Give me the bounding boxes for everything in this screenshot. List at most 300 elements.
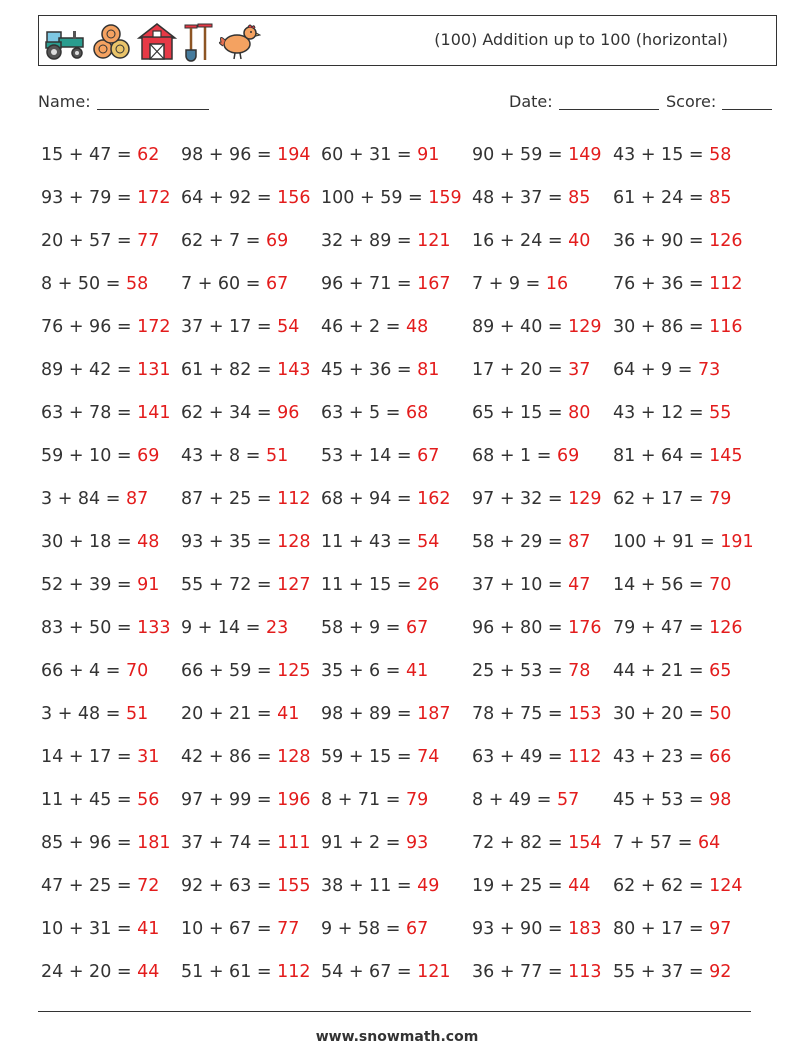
problem-answer: 79	[709, 489, 732, 509]
problem-answer: 92	[709, 962, 732, 982]
problem-question: 60 + 31 =	[321, 145, 418, 165]
problem-answer: 183	[568, 919, 602, 939]
problem-answer: 80	[568, 403, 591, 423]
problem-answer: 111	[277, 833, 311, 853]
problem-answer: 141	[137, 403, 171, 423]
problem-question: 11 + 45 =	[41, 790, 138, 810]
problem-item	[472, 564, 613, 607]
problem-item	[613, 607, 761, 650]
problem-answer: 93	[405, 833, 429, 853]
problem-answer: 72	[137, 876, 160, 896]
problem-item	[181, 349, 321, 392]
problem-item	[472, 220, 613, 263]
problem-answer: 87	[568, 532, 591, 552]
problem-question: 62 + 62 =	[613, 876, 710, 896]
problem-item	[321, 478, 472, 521]
problem-question: 87 + 25 =	[181, 489, 278, 509]
problem-item	[321, 306, 472, 349]
problem-item	[41, 822, 181, 865]
problem-item	[41, 263, 181, 306]
problem-answer: 121	[417, 962, 451, 982]
problem-answer: 143	[277, 360, 311, 380]
problem-item	[613, 435, 761, 478]
problem-question: 52 + 39 =	[41, 575, 138, 595]
problem-item	[321, 220, 472, 263]
problem-item	[41, 521, 181, 564]
problem-answer: 41	[405, 661, 429, 681]
problem-question: 8 + 71 =	[321, 790, 406, 810]
problem-answer: 23	[265, 618, 289, 638]
problem-item	[41, 392, 181, 435]
problem-answer: 194	[277, 145, 311, 165]
problem-item	[472, 822, 613, 865]
problem-answer: 55	[709, 403, 732, 423]
problem-item	[321, 134, 472, 177]
problem-answer: 167	[417, 274, 451, 294]
problem-answer: 67	[417, 446, 440, 466]
problem-answer: 67	[265, 274, 289, 294]
problem-item	[472, 951, 613, 994]
problem-item	[41, 779, 181, 822]
problem-question: 64 + 92 =	[181, 188, 278, 208]
date-field[interactable]	[509, 92, 659, 111]
problem-answer: 69	[265, 231, 289, 251]
problem-item	[41, 349, 181, 392]
problem-answer: 125	[277, 661, 311, 681]
problem-question: 10 + 31 =	[41, 919, 138, 939]
header-icons	[43, 20, 261, 62]
worksheet-header	[38, 15, 777, 66]
problem-item	[613, 134, 761, 177]
problem-item	[613, 736, 761, 779]
problem-question: 58 + 9 =	[321, 618, 406, 638]
problem-item	[321, 392, 472, 435]
problem-question: 44 + 21 =	[613, 661, 710, 681]
problem-item	[181, 263, 321, 306]
problem-item	[181, 220, 321, 263]
problem-answer: 26	[417, 575, 440, 595]
problem-item	[613, 392, 761, 435]
problem-question: 66 + 4 =	[41, 661, 126, 681]
problem-item	[613, 478, 761, 521]
problem-item	[472, 865, 613, 908]
problem-question: 89 + 42 =	[41, 360, 138, 380]
problem-answer: 126	[709, 231, 743, 251]
problem-question: 37 + 74 =	[181, 833, 278, 853]
problem-item	[321, 736, 472, 779]
problem-answer: 56	[137, 790, 160, 810]
problem-item	[613, 865, 761, 908]
problem-item	[181, 693, 321, 736]
problem-item	[613, 822, 761, 865]
problem-answer: 51	[125, 704, 149, 724]
problem-answer: 73	[697, 360, 721, 380]
problem-answer: 41	[277, 704, 300, 724]
problem-answer: 172	[137, 317, 171, 337]
problem-item	[472, 435, 613, 478]
problem-answer: 40	[568, 231, 591, 251]
problem-question: 96 + 80 =	[472, 618, 569, 638]
problem-question: 63 + 49 =	[472, 747, 569, 767]
problem-question: 8 + 50 =	[41, 274, 126, 294]
problem-answer: 159	[428, 188, 462, 208]
problem-question: 43 + 15 =	[613, 145, 710, 165]
problem-question: 76 + 96 =	[41, 317, 138, 337]
problem-answer: 116	[709, 317, 743, 337]
problem-question: 72 + 82 =	[472, 833, 569, 853]
problem-question: 81 + 64 =	[613, 446, 710, 466]
problem-item	[41, 564, 181, 607]
problem-question: 30 + 18 =	[41, 532, 138, 552]
problem-question: 68 + 1 =	[472, 446, 557, 466]
problem-answer: 112	[709, 274, 743, 294]
problem-item	[472, 177, 613, 220]
date-blank	[559, 93, 659, 110]
problem-answer: 133	[137, 618, 171, 638]
problem-question: 93 + 35 =	[181, 532, 278, 552]
problem-item	[613, 521, 761, 564]
problem-question: 14 + 56 =	[613, 575, 710, 595]
problem-question: 78 + 75 =	[472, 704, 569, 724]
problem-question: 76 + 36 =	[613, 274, 710, 294]
problem-question: 53 + 14 =	[321, 446, 418, 466]
problem-item	[41, 693, 181, 736]
problem-item	[472, 607, 613, 650]
problem-question: 32 + 89 =	[321, 231, 418, 251]
problem-question: 61 + 82 =	[181, 360, 278, 380]
problem-question: 11 + 15 =	[321, 575, 418, 595]
problem-question: 37 + 10 =	[472, 575, 569, 595]
problem-item	[181, 779, 321, 822]
problem-item	[472, 693, 613, 736]
problem-item	[41, 951, 181, 994]
problem-question: 42 + 86 =	[181, 747, 278, 767]
problem-item	[321, 349, 472, 392]
problem-answer: 57	[556, 790, 580, 810]
date-label: Date:	[509, 92, 553, 111]
problem-item	[613, 693, 761, 736]
problem-question: 97 + 32 =	[472, 489, 569, 509]
problem-answer: 62	[137, 145, 160, 165]
problem-question: 9 + 58 =	[321, 919, 406, 939]
problem-question: 45 + 36 =	[321, 360, 418, 380]
problem-answer: 48	[137, 532, 160, 552]
problem-question: 59 + 15 =	[321, 747, 418, 767]
problem-item	[472, 263, 613, 306]
problem-question: 15 + 47 =	[41, 145, 138, 165]
problem-answer: 124	[709, 876, 743, 896]
problem-question: 59 + 10 =	[41, 446, 138, 466]
problem-answer: 85	[568, 188, 591, 208]
problem-question: 20 + 57 =	[41, 231, 138, 251]
problem-answer: 91	[137, 575, 160, 595]
problem-answer: 58	[709, 145, 732, 165]
problem-question: 68 + 94 =	[321, 489, 418, 509]
problem-answer: 162	[417, 489, 451, 509]
problem-answer: 67	[405, 919, 429, 939]
problem-answer: 154	[568, 833, 602, 853]
problem-answer: 126	[709, 618, 743, 638]
problem-question: 64 + 9 =	[613, 360, 698, 380]
problem-question: 7 + 9 =	[472, 274, 546, 294]
problem-grid	[41, 134, 761, 994]
problem-answer: 77	[277, 919, 300, 939]
problem-item	[613, 908, 761, 951]
problem-answer: 131	[137, 360, 171, 380]
problem-question: 43 + 23 =	[613, 747, 710, 767]
problem-item	[613, 177, 761, 220]
problem-answer: 85	[709, 188, 732, 208]
problem-question: 37 + 17 =	[181, 317, 278, 337]
problem-question: 98 + 89 =	[321, 704, 418, 724]
problem-answer: 176	[568, 618, 602, 638]
problem-item	[321, 435, 472, 478]
problem-item	[321, 822, 472, 865]
problem-item	[181, 478, 321, 521]
problem-answer: 112	[277, 962, 311, 982]
problem-question: 97 + 99 =	[181, 790, 278, 810]
problem-answer: 128	[277, 532, 311, 552]
problem-answer: 58	[125, 274, 149, 294]
problem-item	[472, 908, 613, 951]
problem-answer: 65	[709, 661, 732, 681]
problem-answer: 96	[277, 403, 300, 423]
problem-question: 79 + 47 =	[613, 618, 710, 638]
problem-item	[181, 306, 321, 349]
problem-answer: 145	[709, 446, 743, 466]
problem-question: 19 + 25 =	[472, 876, 569, 896]
problem-question: 3 + 84 =	[41, 489, 126, 509]
problem-item	[321, 951, 472, 994]
problem-item	[472, 306, 613, 349]
problem-item	[181, 736, 321, 779]
problem-question: 36 + 90 =	[613, 231, 710, 251]
problem-question: 35 + 6 =	[321, 661, 406, 681]
problem-question: 83 + 50 =	[41, 618, 138, 638]
problem-answer: 153	[568, 704, 602, 724]
score-label: Score:	[666, 92, 717, 111]
problem-question: 7 + 57 =	[613, 833, 698, 853]
problem-question: 93 + 79 =	[41, 188, 138, 208]
problem-answer: 128	[277, 747, 311, 767]
problem-question: 55 + 72 =	[181, 575, 278, 595]
problem-question: 3 + 48 =	[41, 704, 126, 724]
problem-item	[181, 951, 321, 994]
problem-answer: 149	[568, 145, 602, 165]
problem-question: 62 + 17 =	[613, 489, 710, 509]
problem-question: 89 + 40 =	[472, 317, 569, 337]
problem-answer: 129	[568, 317, 602, 337]
problem-item	[472, 478, 613, 521]
problem-answer: 44	[137, 962, 160, 982]
problem-question: 8 + 49 =	[472, 790, 557, 810]
footer-url: www.snowmath.com	[315, 1029, 479, 1045]
problem-question: 51 + 61 =	[181, 962, 278, 982]
problem-answer: 44	[568, 876, 591, 896]
footer-divider	[38, 1011, 751, 1012]
problem-item	[321, 650, 472, 693]
problem-item	[321, 693, 472, 736]
problem-question: 47 + 25 =	[41, 876, 138, 896]
problem-item	[181, 435, 321, 478]
problem-item	[472, 521, 613, 564]
worksheet-title: (100) Addition up to 100 (horizontal)	[434, 30, 728, 49]
problem-item	[613, 263, 761, 306]
name-label: Name:	[38, 92, 91, 111]
problem-question: 43 + 8 =	[181, 446, 266, 466]
problem-item	[41, 908, 181, 951]
problem-item	[181, 908, 321, 951]
problem-answer: 112	[568, 747, 602, 767]
problem-item	[181, 134, 321, 177]
problem-question: 30 + 86 =	[613, 317, 710, 337]
problem-question: 17 + 20 =	[472, 360, 569, 380]
problem-question: 63 + 78 =	[41, 403, 138, 423]
problem-item	[321, 263, 472, 306]
problem-answer: 172	[137, 188, 171, 208]
problem-answer: 48	[405, 317, 429, 337]
problem-item	[321, 908, 472, 951]
name-blank	[97, 93, 209, 110]
problem-question: 36 + 77 =	[472, 962, 569, 982]
problem-answer: 129	[568, 489, 602, 509]
problem-answer: 49	[417, 876, 440, 896]
problem-answer: 81	[417, 360, 440, 380]
problem-question: 66 + 59 =	[181, 661, 278, 681]
problem-question: 100 + 91 =	[613, 532, 721, 552]
problem-item	[472, 736, 613, 779]
problem-answer: 181	[137, 833, 171, 853]
problem-item	[613, 951, 761, 994]
problem-question: 43 + 12 =	[613, 403, 710, 423]
problem-item	[472, 650, 613, 693]
problem-question: 46 + 2 =	[321, 317, 406, 337]
problem-answer: 67	[405, 618, 429, 638]
problem-item	[181, 865, 321, 908]
problem-item	[181, 607, 321, 650]
problem-question: 7 + 60 =	[181, 274, 266, 294]
problem-answer: 69	[556, 446, 580, 466]
problem-item	[613, 779, 761, 822]
problem-answer: 47	[568, 575, 591, 595]
problem-question: 45 + 53 =	[613, 790, 710, 810]
problem-item	[181, 392, 321, 435]
barn-icon	[135, 20, 179, 62]
problem-item	[41, 736, 181, 779]
problem-item	[321, 607, 472, 650]
problem-question: 62 + 34 =	[181, 403, 278, 423]
problem-question: 11 + 43 =	[321, 532, 418, 552]
problem-question: 20 + 21 =	[181, 704, 278, 724]
problem-item	[41, 607, 181, 650]
problem-answer: 127	[277, 575, 311, 595]
problem-item	[472, 779, 613, 822]
problem-item	[472, 349, 613, 392]
score-field[interactable]	[666, 92, 772, 111]
name-field[interactable]	[38, 92, 209, 111]
problem-item	[472, 134, 613, 177]
problem-question: 90 + 59 =	[472, 145, 569, 165]
problem-item	[41, 134, 181, 177]
problem-item	[181, 822, 321, 865]
problem-answer: 77	[137, 231, 160, 251]
problem-answer: 78	[568, 661, 591, 681]
problem-item	[41, 435, 181, 478]
problem-item	[613, 564, 761, 607]
problem-answer: 70	[125, 661, 149, 681]
problem-item	[321, 521, 472, 564]
problem-answer: 54	[277, 317, 300, 337]
shovel-rake-icon	[181, 20, 215, 62]
problem-question: 58 + 29 =	[472, 532, 569, 552]
problem-answer: 79	[405, 790, 429, 810]
problem-answer: 87	[125, 489, 149, 509]
problem-question: 25 + 53 =	[472, 661, 569, 681]
problem-item	[181, 177, 321, 220]
problem-question: 55 + 37 =	[613, 962, 710, 982]
score-blank	[722, 93, 772, 110]
problem-item	[41, 306, 181, 349]
problem-item	[41, 220, 181, 263]
problem-answer: 31	[137, 747, 160, 767]
problem-item	[41, 650, 181, 693]
problem-question: 24 + 20 =	[41, 962, 138, 982]
problem-answer: 191	[720, 532, 754, 552]
hay-bales-icon	[89, 20, 133, 62]
problem-question: 91 + 2 =	[321, 833, 406, 853]
problem-item	[321, 564, 472, 607]
problem-item	[41, 177, 181, 220]
problem-question: 98 + 96 =	[181, 145, 278, 165]
problem-question: 62 + 7 =	[181, 231, 266, 251]
problem-answer: 41	[137, 919, 160, 939]
problem-answer: 121	[417, 231, 451, 251]
problem-answer: 66	[709, 747, 732, 767]
problem-question: 85 + 96 =	[41, 833, 138, 853]
tractor-icon	[43, 20, 87, 62]
problem-question: 93 + 90 =	[472, 919, 569, 939]
problem-item	[41, 865, 181, 908]
problem-question: 9 + 14 =	[181, 618, 266, 638]
problem-question: 30 + 20 =	[613, 704, 710, 724]
chicken-icon	[217, 20, 261, 62]
problem-answer: 51	[265, 446, 289, 466]
problem-item	[613, 650, 761, 693]
problem-item	[472, 392, 613, 435]
problem-question: 10 + 67 =	[181, 919, 278, 939]
problem-answer: 156	[277, 188, 311, 208]
problem-item	[41, 478, 181, 521]
problem-answer: 68	[405, 403, 429, 423]
problem-answer: 74	[417, 747, 440, 767]
problem-answer: 69	[137, 446, 160, 466]
problem-answer: 155	[277, 876, 311, 896]
problem-question: 100 + 59 =	[321, 188, 429, 208]
problem-answer: 37	[568, 360, 591, 380]
problem-question: 38 + 11 =	[321, 876, 418, 896]
problem-question: 61 + 24 =	[613, 188, 710, 208]
problem-answer: 16	[545, 274, 569, 294]
problem-answer: 187	[417, 704, 451, 724]
problem-question: 63 + 5 =	[321, 403, 406, 423]
problem-question: 16 + 24 =	[472, 231, 569, 251]
problem-question: 96 + 71 =	[321, 274, 418, 294]
problem-item	[321, 865, 472, 908]
problem-question: 80 + 17 =	[613, 919, 710, 939]
problem-answer: 97	[709, 919, 732, 939]
problem-question: 14 + 17 =	[41, 747, 138, 767]
problem-item	[321, 177, 472, 220]
